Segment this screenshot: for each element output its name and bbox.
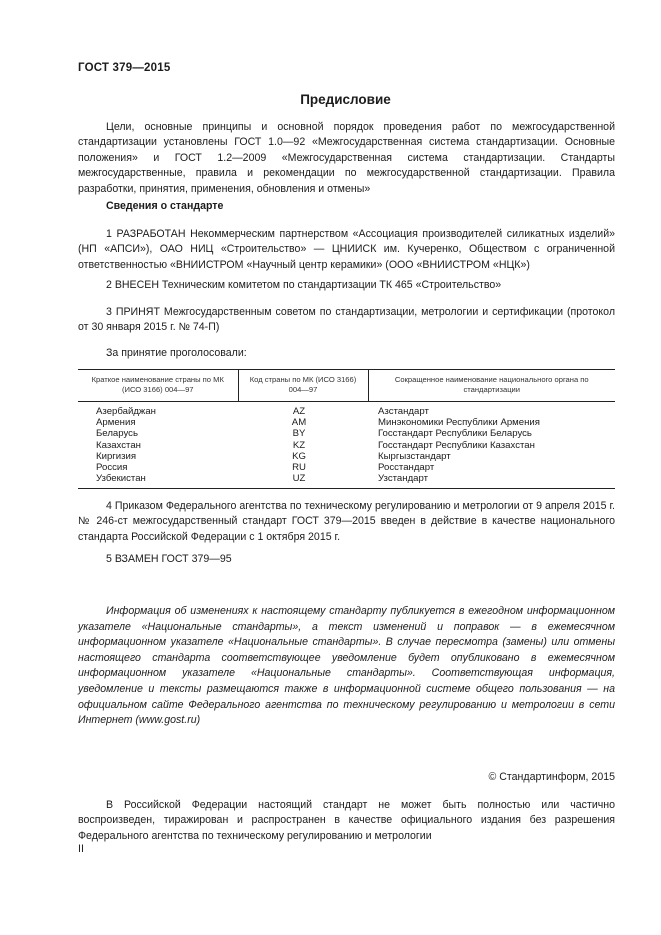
table-row — [78, 402, 615, 418]
country-name: Армения — [96, 417, 136, 429]
item-replaces — [78, 552, 615, 567]
document-code-header: ГОСТ 379—2015 — [78, 62, 171, 74]
intro-paragraph — [78, 120, 615, 197]
item-adopted-text: 3 ПРИНЯТ Межгосударственным советом по стандартизации, метрологии и сертификации (протокол от 30 января 2015 г. № 74-П) — [78, 306, 615, 334]
header-standards-body: Сокращенное наименование национального органа по стандартизации — [368, 370, 615, 402]
item-developed — [78, 227, 615, 273]
country-name: Россия — [96, 462, 128, 474]
country-code: RU — [292, 462, 306, 474]
country-code: AM — [291, 417, 307, 429]
item-introduced-text: 2 ВНЕСЕН Техническим комитетом по стандартизации ТК 465 «Строительство» — [106, 279, 502, 291]
table-row — [78, 440, 615, 451]
change-info-text: Информация об изменениях к настоящему стандарту публикуется в ежегодном информационном указателе «Национальные стандарты», а текст изменений и поправок — в ежемесячном информационном указателе «Национальные стандарты». В случае пересмотра (замены) или отмены настоящего стандарта соответствующее уведомление будет опубликовано в ежемесячном информационном указателе «Национальные стандарты». Соответствующая информация, уведомление и тексты размещаются также в информационной системе общего пользования — на официальном сайте Федерального агентства по техническому регулированию и метрологии в сети Интернет (www.gost.ru) — [78, 605, 615, 727]
standards-body: Госстандарт Республики Беларусь — [378, 428, 532, 440]
item-developed-text: 1 РАЗРАБОТАН Некоммерческим партнерством «Ассоциация производителей силикатных изделий» (НП «АПСИ»), ОАО НИЦ «Строительство» — ЦНИИСК им. Кучеренко, Обществом с ограниченной ответственностью «ВНИИСТРОМ «Научный центр керамики» (ООО «ВНИИСТРОМ «НЦК») — [78, 228, 615, 271]
page-title: Предисловие — [300, 92, 391, 107]
country-name: Азербайджан — [96, 406, 156, 417]
copyright: © Стандартинформ, 2015 — [488, 771, 615, 783]
country-code: KZ — [292, 439, 306, 451]
country-name: Беларусь — [96, 428, 138, 440]
change-info-notice — [78, 604, 615, 729]
country-name: Казахстан — [96, 439, 141, 451]
intro-text: Цели, основные принципы и основной порядок проведения работ по межгосударственной стандартизации установлены ГОСТ 1.0—92 «Межгосударственная система стандартизации. Основные положения» и ГОСТ 1.2—2009 «Межгосударственная система стандартизации. Стандарты межгосударственные, правила и рекомендации по межгосударственной стандартизации. Правила разработки, принятия, применения, обновления и отмены» — [78, 121, 615, 195]
table-row — [78, 428, 615, 439]
country-code: BY — [292, 428, 306, 440]
vote-table-header-row — [78, 370, 615, 402]
country-code: UZ — [238, 473, 368, 489]
vote-table — [78, 369, 615, 489]
country-name: Киргизия — [96, 450, 137, 462]
country-name: Узбекистан — [78, 473, 238, 489]
standards-body: Кыргызстандарт — [378, 450, 451, 462]
table-row — [78, 417, 615, 428]
page-number: II — [78, 843, 84, 855]
table-row — [78, 451, 615, 462]
standard-info-heading: Сведения о стандарте — [106, 200, 224, 212]
country-code: KG — [292, 450, 306, 462]
country-code: AZ — [292, 406, 306, 417]
standards-body: Росстандарт — [378, 462, 435, 474]
rights-notice-text: В Российской Федерации настоящий стандарт не может быть полностью или частично воспроизведен, тиражирован и распространен в качестве официального издания без разрешения Федерального агентства по техническому регулированию и метрологии — [78, 799, 615, 842]
table-row — [78, 462, 615, 473]
header-country-name: Краткое наименование страны по МК (ИСО 3166) 004—97 — [78, 370, 238, 402]
standards-body: Узстандарт — [368, 473, 615, 489]
item-adopted — [78, 305, 615, 336]
item-replaces-text: 5 ВЗАМЕН ГОСТ 379—95 — [106, 553, 232, 565]
item-order-text: 4 Приказом Федерального агентства по техническому регулированию и метрологии от 9 апреля 2015 г. № 246-ст межгосударственный стандарт ГОСТ 379—2015 введен в действие в качестве национального стандарта Российской Федерации с 1 октября 2015 г. — [78, 500, 615, 543]
standards-body: Минэкономики Республики Армения — [378, 417, 540, 429]
rights-notice — [78, 798, 615, 844]
item-introduced — [78, 278, 615, 293]
standards-body: Госстандарт Республики Казахстан — [378, 439, 535, 451]
table-row — [78, 473, 615, 489]
voted-label: За принятие проголосовали: — [106, 347, 247, 359]
standards-body: Азстандарт — [378, 406, 429, 417]
header-country-code: Код страны по МК (ИСО 3166) 004—97 — [238, 370, 368, 402]
item-order — [78, 499, 615, 545]
